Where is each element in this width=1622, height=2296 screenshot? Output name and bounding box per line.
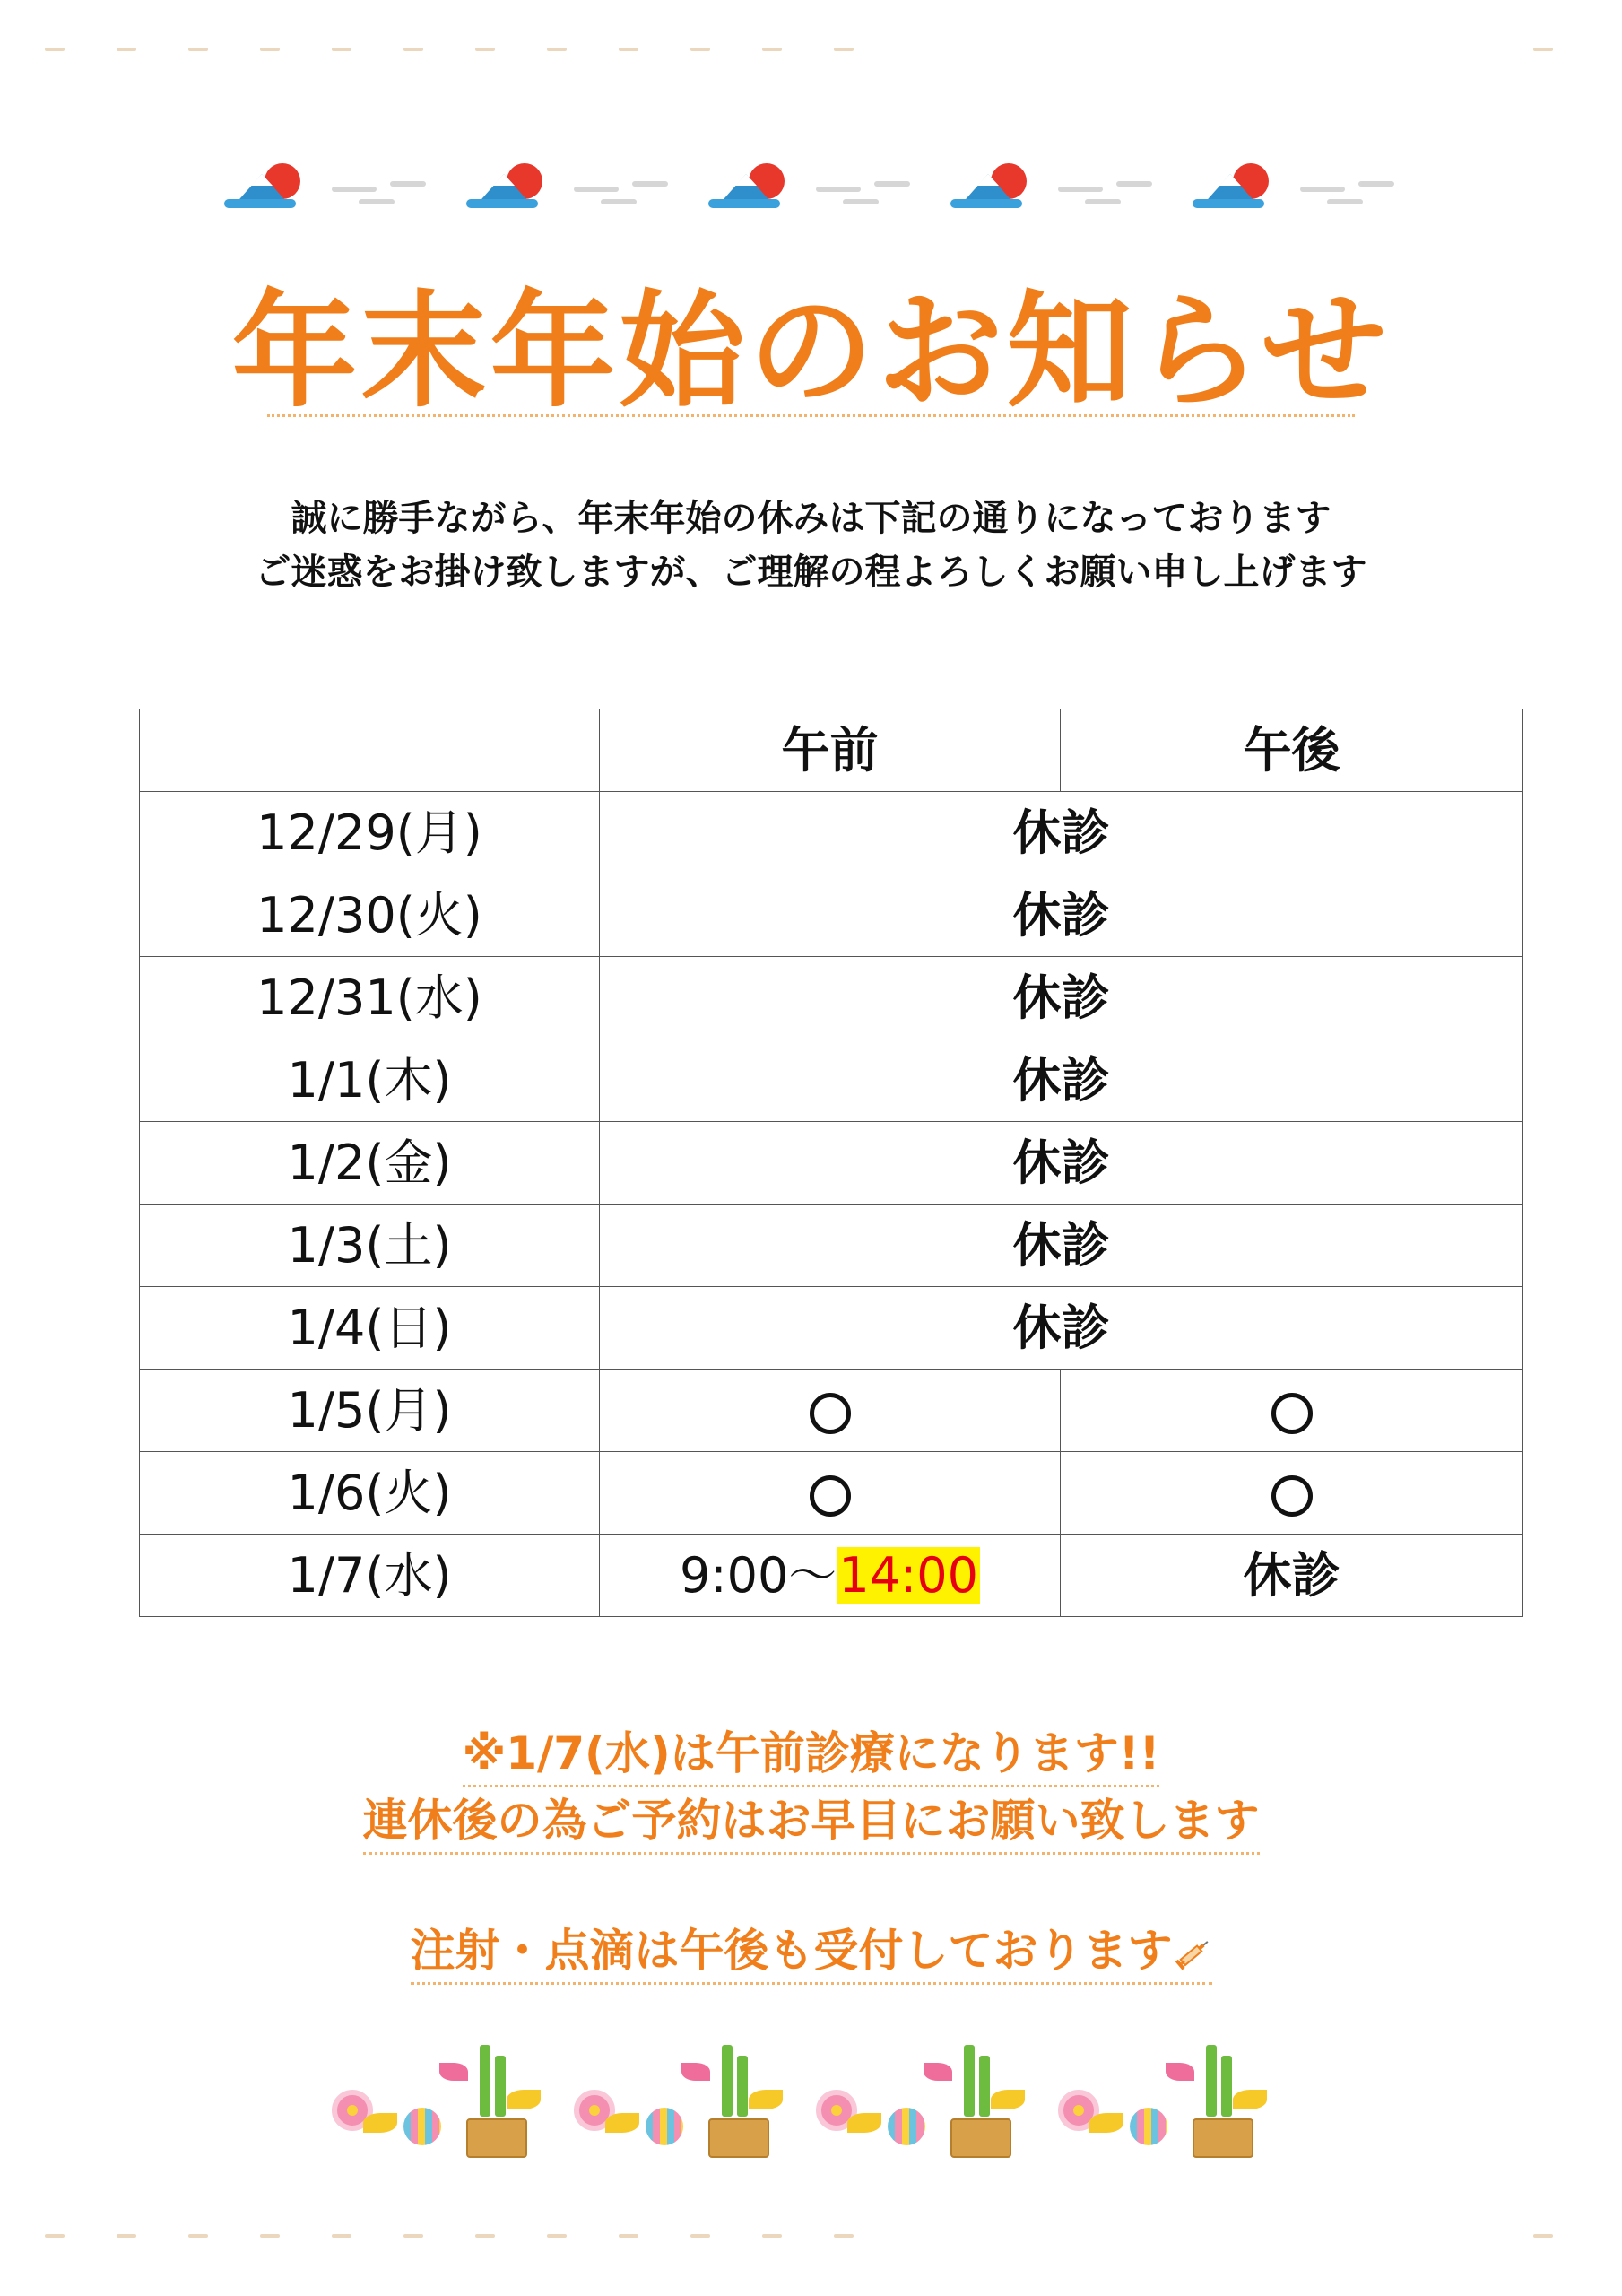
row-am-open bbox=[600, 1370, 1061, 1452]
kadomatsu-flower-icon bbox=[807, 2036, 1047, 2161]
page-title: 年末年始のお知らせ bbox=[231, 279, 1391, 425]
row-status: 休診 bbox=[600, 1039, 1523, 1122]
row-status: 休診 bbox=[600, 1287, 1523, 1370]
header-date bbox=[140, 709, 600, 792]
table-row bbox=[140, 957, 1523, 1039]
kadomatsu-decoration-row bbox=[323, 2036, 1309, 2161]
table-row bbox=[140, 1122, 1523, 1205]
table-row bbox=[140, 1535, 1523, 1617]
note-line-1: ※1/7(水)は午前診療になります!! bbox=[463, 1722, 1160, 1787]
table-row bbox=[140, 1205, 1523, 1287]
table-row bbox=[140, 1452, 1523, 1535]
table-row bbox=[140, 874, 1523, 957]
sunrise-fuji-icon bbox=[950, 160, 1184, 213]
row-date: 1/3(土) bbox=[140, 1205, 600, 1287]
sunrise-fuji-icon bbox=[708, 160, 941, 213]
sunrise-fuji-icon bbox=[466, 160, 699, 213]
open-circle-icon bbox=[1271, 1393, 1313, 1434]
row-date: 12/30(火) bbox=[140, 874, 600, 957]
table-row bbox=[140, 1039, 1523, 1122]
bottom-dash-border bbox=[45, 2231, 1578, 2240]
kadomatsu-flower-icon bbox=[323, 2036, 563, 2161]
open-circle-icon bbox=[810, 1393, 851, 1434]
note-3 bbox=[0, 1919, 1622, 1985]
note-line-3-wrap bbox=[411, 1919, 1212, 1985]
row-status: 休診 bbox=[600, 1205, 1523, 1287]
top-dash-border bbox=[45, 45, 1578, 54]
row-date: 1/5(月) bbox=[140, 1370, 600, 1452]
table-row bbox=[140, 1370, 1523, 1452]
kadomatsu-flower-icon bbox=[565, 2036, 805, 2161]
note-2 bbox=[0, 1789, 1622, 1855]
header-pm: 午後 bbox=[1061, 709, 1523, 792]
row-date: 12/29(月) bbox=[140, 792, 600, 874]
row-status: 休診 bbox=[600, 957, 1523, 1039]
row-pm-status: 休診 bbox=[1061, 1535, 1523, 1617]
sunrise-fuji-icon bbox=[224, 160, 457, 213]
am-hours-start: 9:00～ bbox=[680, 1546, 837, 1604]
sunrise-fuji-icon bbox=[1193, 160, 1426, 213]
table-header-row bbox=[140, 709, 1523, 792]
row-date: 1/2(金) bbox=[140, 1122, 600, 1205]
table-row bbox=[140, 792, 1523, 874]
header-am: 午前 bbox=[600, 709, 1061, 792]
row-date: 1/4(日) bbox=[140, 1287, 600, 1370]
title-underline bbox=[267, 414, 1355, 422]
row-am-open bbox=[600, 1452, 1061, 1535]
open-circle-icon bbox=[1271, 1475, 1313, 1517]
sunrise-decoration-row bbox=[224, 160, 1417, 213]
kadomatsu-flower-icon bbox=[1049, 2036, 1289, 2161]
row-date: 1/7(水) bbox=[140, 1535, 600, 1617]
row-status: 休診 bbox=[600, 792, 1523, 874]
intro-line-1: 誠に勝手ながら、年末年始の休みは下記の通りになっております bbox=[291, 498, 1331, 539]
row-pm-open bbox=[1061, 1452, 1523, 1535]
holiday-schedule-table bbox=[139, 709, 1523, 1617]
row-pm-open bbox=[1061, 1370, 1523, 1452]
open-circle-icon bbox=[810, 1475, 851, 1517]
syringe-icon bbox=[1173, 1935, 1212, 1974]
note-line-2: 連休後の為ご予約はお早目にお願い致します bbox=[363, 1789, 1260, 1855]
row-date: 12/31(水) bbox=[140, 957, 600, 1039]
note-1 bbox=[0, 1722, 1622, 1787]
table-row bbox=[140, 1287, 1523, 1370]
intro-line-2: ご迷惑をお掛け致しますが、ご理解の程よろしくお願い申し上げます bbox=[255, 552, 1367, 593]
am-hours-end-highlight: 14:00 bbox=[838, 1546, 978, 1604]
row-status: 休診 bbox=[600, 1122, 1523, 1205]
note-line-3: 注射・点滴は午後も受付しております bbox=[410, 1925, 1173, 1977]
row-date: 1/1(木) bbox=[140, 1039, 600, 1122]
row-date: 1/6(火) bbox=[140, 1452, 600, 1535]
row-status: 休診 bbox=[600, 874, 1523, 957]
row-am-hours bbox=[600, 1535, 1061, 1617]
